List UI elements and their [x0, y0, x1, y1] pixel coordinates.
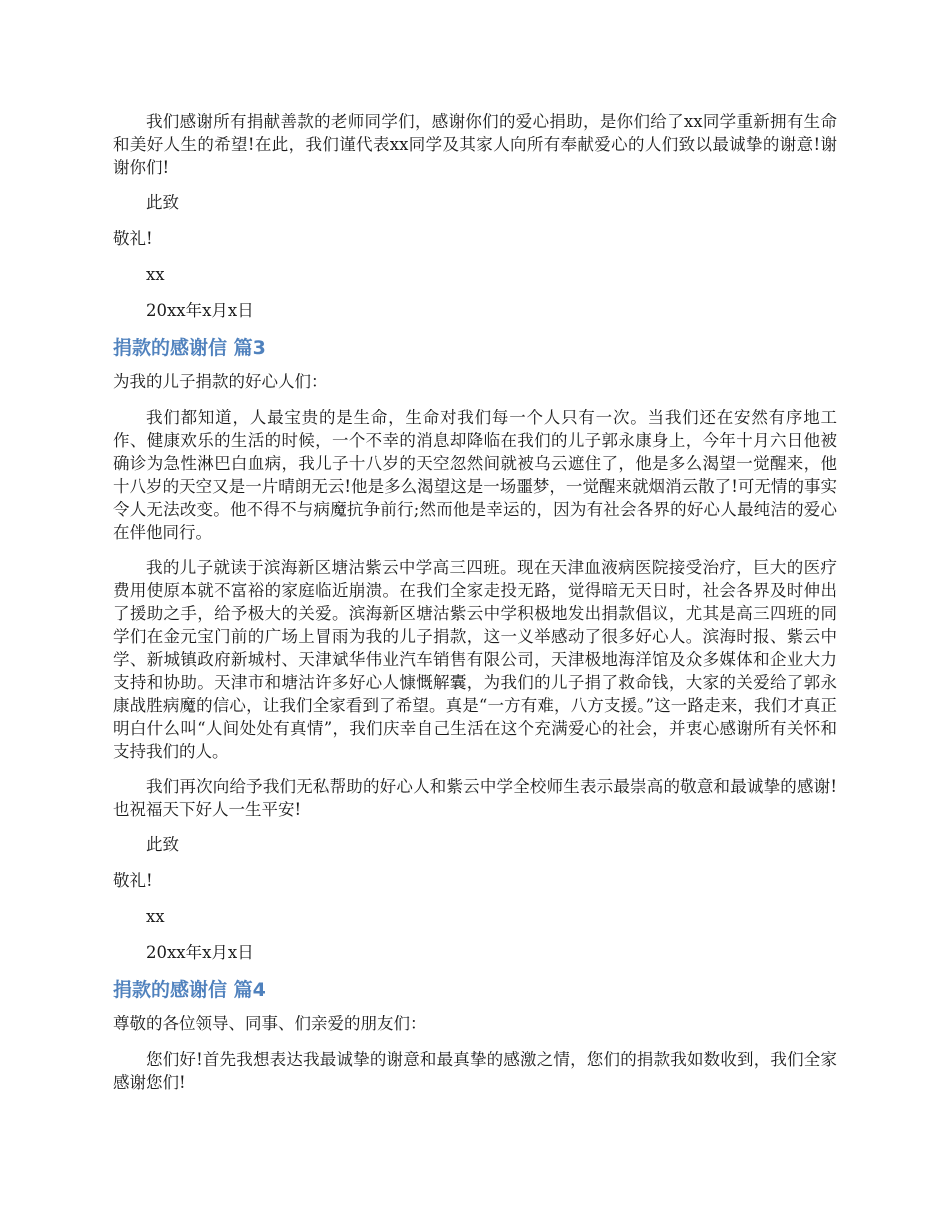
date-line: 20xx年x月x日: [146, 301, 254, 320]
closing-salute: 敬礼!: [113, 229, 153, 248]
paragraph: 您们好!首先我想表达我最诚挚的谢意和最真挚的感激之情，您们的捐款我如数收到，我们全家感谢您们!: [113, 1050, 837, 1092]
paragraph: 我的儿子就读于滨海新区塘沽紫云中学高三四班。现在天津血液病医院接受治疗，巨大的医疗费用使原本就不富裕的家庭临近崩溃。在我们全家走投无路，觉得暗无天日时，社会各界及时伸出了援助之手，给予极大的关爱。滨海新区塘沽紫云中学积极地发出捐款倡议，尤其是高三四班的同学们在金元宝门前的广场上冒雨为我的儿子捐款，这一义举感动了很多好心人。滨海时报、紫云中学、新城镇政府新城村、天津斌华伟业汽车销售有限公司，天津极地海洋馆及众多媒体和企业大力支持和协助。天津市和塘沽许多好心人慷慨解囊，为我们的儿子捐了救命钱，大家的关爱给了郭永康战胜病魔的信心，让我们全家看到了希望。真是“一方有难，八方支援。”这一路走来，我们才真正明白什么叫“人间处处有真情”，我们庆幸自己生活在这个充满爱心的社会，并衷心感谢所有关怀和支持我们的人。: [113, 558, 837, 761]
paragraph: 我们再次向给予我们无私帮助的好心人和紫云中学全校师生表示最崇高的敬意和最诚挚的感谢!也祝福天下好人一生平安!: [113, 777, 837, 819]
document-page: [113, 110, 837, 1106]
salutation: 尊敬的各位领导、同事、们亲爱的朋友们：: [113, 1014, 427, 1033]
date-line: 20xx年x月x日: [146, 943, 254, 962]
section-heading-4: 捐款的感谢信 篇4: [113, 979, 266, 1001]
signature: xx: [146, 907, 165, 926]
closing-line: 此致: [146, 835, 179, 854]
signature: xx: [146, 265, 165, 284]
closing-salute: 敬礼!: [113, 871, 153, 890]
salutation: 为我的儿子捐款的好心人们：: [113, 372, 328, 391]
paragraph: 我们都知道，人最宝贵的是生命，生命对我们每一个人只有一次。当我们还在安然有序地工作、健康欢乐的生活的时候，一个不幸的消息却降临在我们的儿子郭永康身上，今年十月六日他被确诊为急性淋巴白血病，我儿子十八岁的天空忽然间就被乌云遮住了，他是多么渴望一觉醒来，他十八岁的天空又是一片晴朗无云!他是多么渴望这是一场噩梦，一觉醒来就烟消云散了!可无情的事实令人无法改变。他不得不与病魔抗争前行;然而他是幸运的，因为有社会各界的好心人最纯洁的爱心在伴他同行。: [113, 408, 837, 542]
section-heading-3: 捐款的感谢信 篇3: [113, 337, 266, 359]
paragraph: 我们感谢所有捐献善款的老师同学们，感谢你们的爱心捐助，是你们给了xx同学重新拥有生命和美好人生的希望!在此，我们谨代表xx同学及其家人向所有奉献爱心的人们致以最诚挚的谢意!谢谢你们!: [113, 112, 837, 177]
closing-line: 此致: [146, 193, 179, 212]
